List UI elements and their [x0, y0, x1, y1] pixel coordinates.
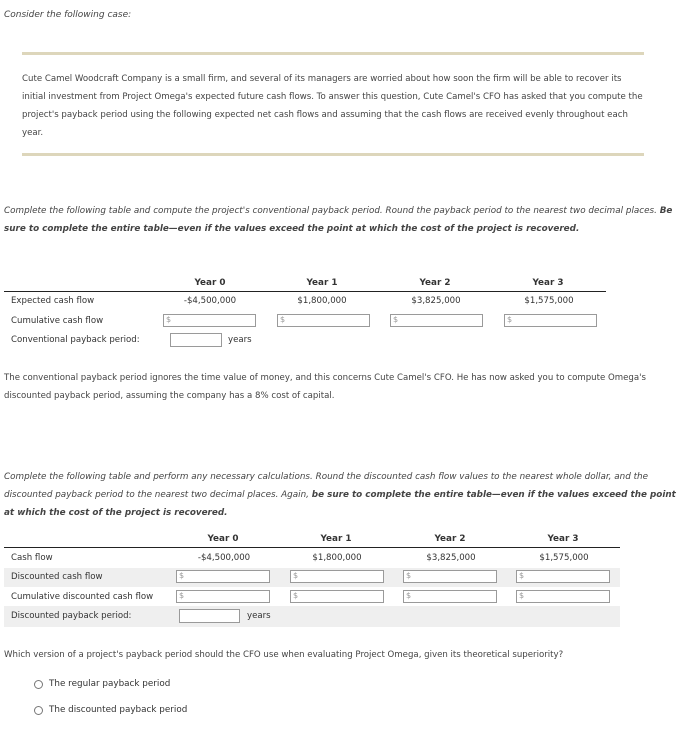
- dollar-sign: $: [293, 591, 299, 600]
- discounted-intro-text: The conventional payback period ignores the time value of money, and this concerns Cute Camel's CFO. He has now asked you to compute Omega's discounted payback period, assuming the company has a 8% cost of capital.: [4, 373, 646, 401]
- t1-cash-flow-year2: $3,825,000: [411, 296, 461, 306]
- instructions-text: Complete the following table and perform any necessary calculations. Round the discounted cash flow values to the nearest whole dollar, and the discounted payback period to the nearest two decimal places. Again,: [4, 472, 649, 500]
- intro-text: Consider the following case:: [4, 10, 132, 20]
- t2-cumulative-year0-input[interactable]: [176, 590, 270, 603]
- instructions-emphasis: Be sure to complete the entire table—even if the values exceed the point at which the cost of the project is recovered.: [4, 206, 673, 234]
- t1-header-year3: Year 3: [532, 278, 564, 288]
- dollar-sign: $: [293, 571, 299, 580]
- t2-years-unit: years: [247, 611, 271, 621]
- option-discounted-payback-label[interactable]: The discounted payback period: [49, 705, 188, 715]
- t2-discounted-year1-input[interactable]: [290, 570, 384, 583]
- t2-cumulative-year2-input[interactable]: [403, 590, 497, 603]
- t2-cumulative-year3-input[interactable]: [516, 590, 610, 603]
- t2-discounted-year2-input[interactable]: [403, 570, 497, 583]
- instructions-discounted: [4, 468, 688, 522]
- t1-header-rule: [4, 291, 606, 292]
- t1-cash-flow-year3: $1,575,000: [524, 296, 574, 306]
- dollar-sign: $: [406, 571, 412, 580]
- option-regular-payback-label[interactable]: The regular payback period: [49, 679, 171, 689]
- instructions-conventional: [4, 202, 688, 238]
- dollar-sign: $: [507, 315, 513, 324]
- radio-discounted-payback[interactable]: [34, 706, 43, 715]
- dollar-sign: $: [166, 315, 172, 324]
- dollar-sign: $: [179, 571, 185, 580]
- instructions-text: Complete the following table and compute the project's conventional payback period. Round the payback period to the nearest two decimal places.: [4, 206, 657, 216]
- t2-cash-flow-year3: $1,575,000: [539, 553, 589, 563]
- t2-label-cumulative: Cumulative discounted cash flow: [11, 592, 154, 602]
- dollar-sign: $: [406, 591, 412, 600]
- t1-label-cash-flow: Expected cash flow: [11, 296, 95, 306]
- t2-label-discounted: Discounted cash flow: [11, 572, 103, 582]
- t2-cash-flow-year2: $3,825,000: [426, 553, 476, 563]
- t2-discounted-year3-input[interactable]: [516, 570, 610, 583]
- t1-cumulative-year1-input[interactable]: [277, 314, 370, 327]
- t1-header-year1: Year 1: [306, 278, 338, 288]
- radio-regular-payback[interactable]: [34, 680, 43, 689]
- case-text: Cute Camel Woodcraft Company is a small firm, and several of its managers are worried about how soon the firm will be able to recover its initial investment from Project Omega's expected future cash flows. To answer this question, Cute Camel's CFO has asked that you compute the project's payback period using the following expected net cash flows and assuming that the cash flows are received evenly throughout each year.: [22, 74, 643, 138]
- question-text: Which version of a project's payback period should the CFO use when evaluating Project Omega, given its theoretical superiority?: [4, 650, 564, 660]
- t1-years-unit: years: [228, 335, 252, 345]
- t1-cumulative-year3-input[interactable]: [504, 314, 597, 327]
- t1-label-cumulative: Cumulative cash flow: [11, 316, 104, 326]
- t2-cash-flow-year0: -$4,500,000: [197, 553, 251, 563]
- t1-cash-flow-year0: -$4,500,000: [183, 296, 237, 306]
- t2-cumulative-year1-input[interactable]: [290, 590, 384, 603]
- t2-header-rule: [4, 547, 620, 548]
- dollar-sign: $: [519, 591, 525, 600]
- t2-label-cash-flow: Cash flow: [11, 553, 53, 563]
- t1-cumulative-year0-input[interactable]: [163, 314, 256, 327]
- t1-header-year2: Year 2: [419, 278, 451, 288]
- discounted-payback-input[interactable]: [179, 609, 240, 623]
- t2-discounted-year0-input[interactable]: [176, 570, 270, 583]
- t2-header-year0: Year 0: [207, 534, 239, 544]
- t1-label-payback: Conventional payback period:: [11, 335, 140, 345]
- t2-header-year1: Year 1: [320, 534, 352, 544]
- t1-header-year0: Year 0: [194, 278, 226, 288]
- dollar-sign: $: [393, 315, 399, 324]
- dollar-sign: $: [519, 571, 525, 580]
- t1-cash-flow-year1: $1,800,000: [297, 296, 347, 306]
- t2-label-payback: Discounted payback period:: [11, 611, 132, 621]
- t2-cash-flow-year1: $1,800,000: [312, 553, 362, 563]
- conventional-payback-input[interactable]: [170, 333, 222, 347]
- dollar-sign: $: [179, 591, 185, 600]
- bottom-divider: [22, 153, 644, 156]
- t1-cumulative-year2-input[interactable]: [390, 314, 483, 327]
- dollar-sign: $: [280, 315, 286, 324]
- top-divider: [22, 52, 644, 55]
- instructions-emphasis: be sure to complete the entire table—even if the values exceed the point at which the cost of the project is recovered.: [4, 490, 676, 518]
- t2-header-year3: Year 3: [547, 534, 579, 544]
- t2-header-year2: Year 2: [434, 534, 466, 544]
